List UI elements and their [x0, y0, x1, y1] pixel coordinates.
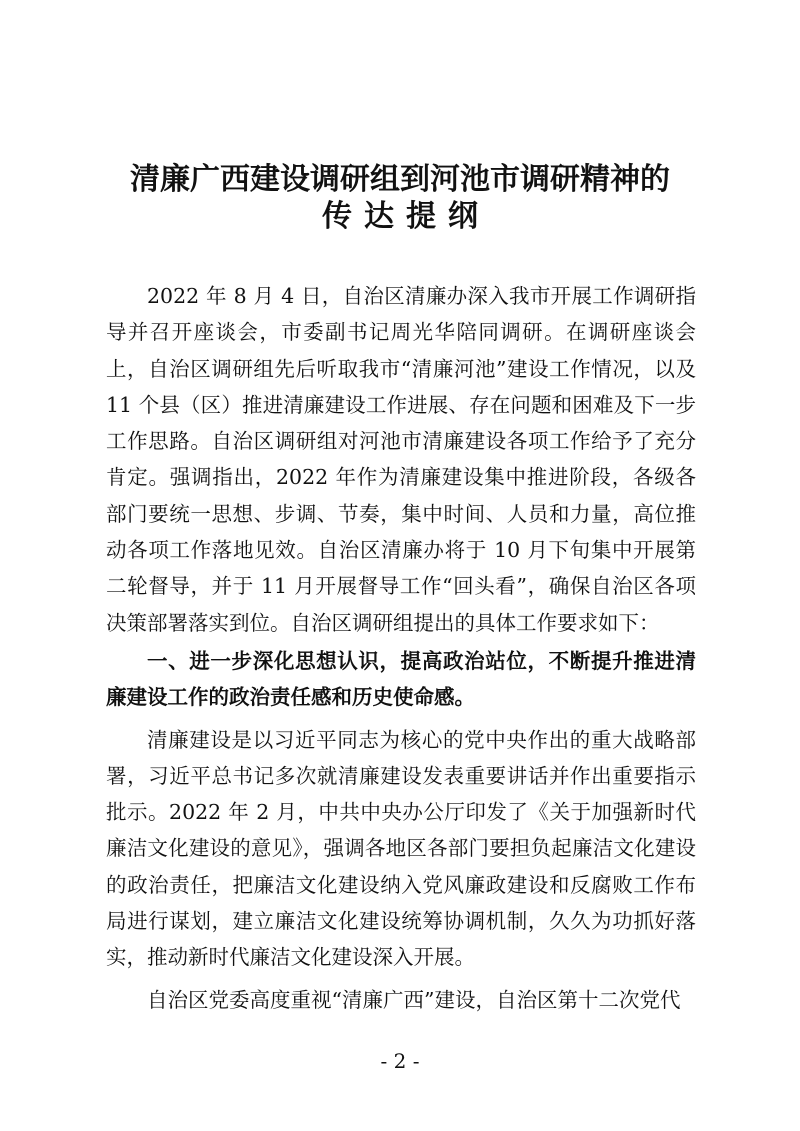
section-heading-1: 一、进一步深化思想认识，提高政治站位，不断提升推进清廉建设工作的政治责任感和历史使命感。 — [106, 648, 696, 710]
document-title-line-1: 清廉广西建设调研组到河池市调研精神的 — [130, 162, 670, 197]
document-title-line-2: 传达提纲 — [322, 199, 490, 234]
document-body — [106, 278, 696, 1018]
page-number: - 2 - — [380, 1049, 420, 1073]
paragraph-body-2: 自治区党委高度重视“清廉广西”建设，自治区第十二次党代 — [147, 987, 681, 1012]
paragraph-body-1: 清廉建设是以习近平同志为核心的党中央作出的重大战略部署，习近平总书记多次就清廉建设发表重要讲话并作出重要指示批示。2022 年 2 月，中共中央办公厅印发了《关于加强新时代廉洁文化建设的意见》，强调各地区各部门要担负起廉洁文化建设的政治责任，把廉洁文化建设纳入党风廉政建设和反腐败工作布局进行谋划，建立廉洁文化建设统筹协调机制，久久为功抓好落实，推动新时代廉洁文化建设深入开展。 — [106, 727, 696, 970]
paragraph-intro: 2022 年 8 月 4 日，自治区清廉办深入我市开展工作调研指导并召开座谈会，市委副书记周光华陪同调研。在调研座谈会上，自治区调研组先后听取我市“清廉河池”建设工作情况，以及 11 个县（区）推进清廉建设工作进展、存在问题和困难及下一步工作思路。自治区调研组对河池市清廉建设各项工作给予了充分肯定。强调指出，2022 年作为清廉建设集中推进阶段，各级各部门要统一思想、步调、节奏，集中时间、人员和力量，高位推动各项工作落地见效。自治区清廉办将于 10 月下旬集中开展第二轮督导，并于 11 月开展督导工作“回头看”，确保自治区各项决策部署落实到位。自治区调研组提出的具体工作要求如下： — [106, 284, 696, 635]
